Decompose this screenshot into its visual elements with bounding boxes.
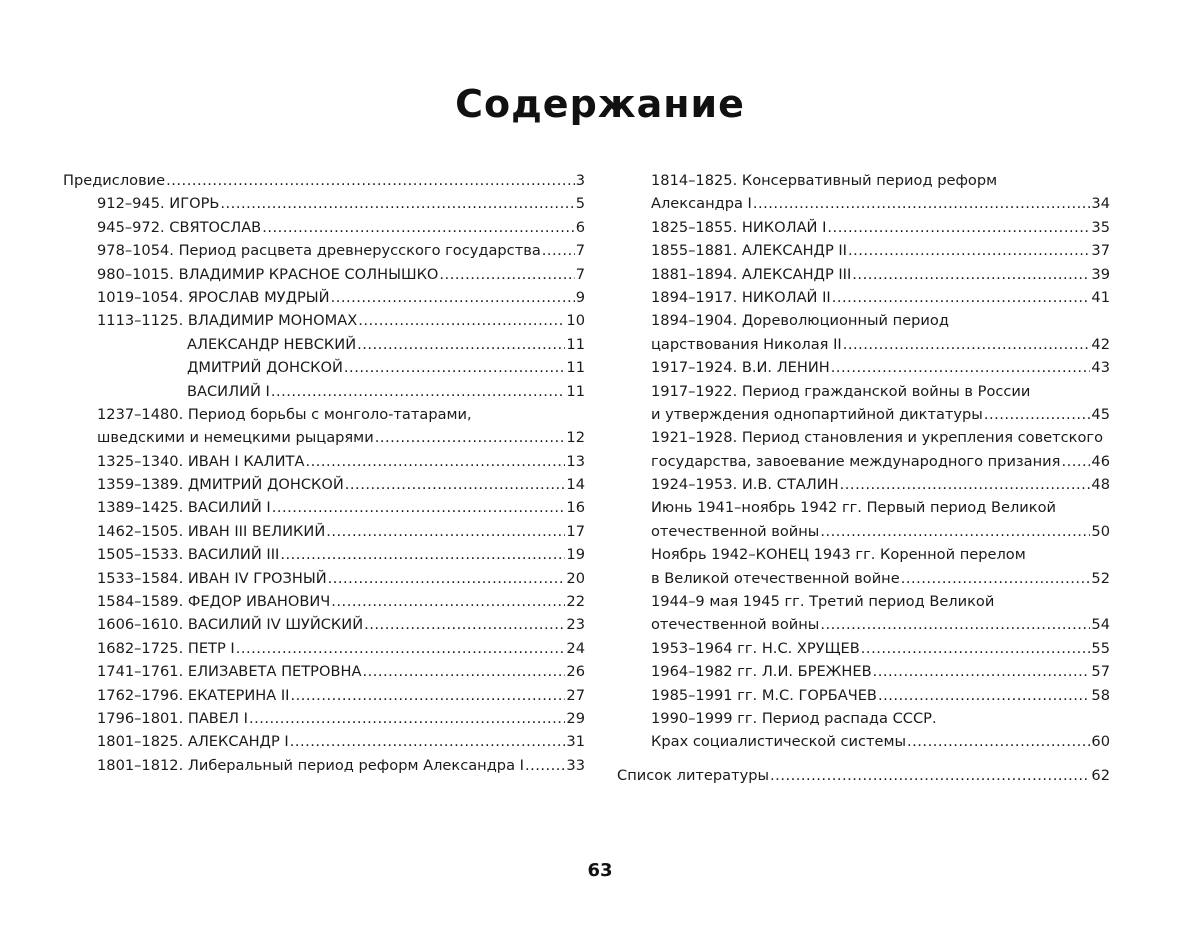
toc-leader-dots [861,637,1091,660]
toc-entry [617,637,1110,660]
toc-entry-title: отечественной войны [651,616,820,634]
toc-entry-row [617,764,1110,787]
toc-entry-title: 1762–1796. ЕКАТЕРИНА II [97,686,290,704]
toc-leader-dots [907,730,1090,753]
toc-entry-title: 1855–1881. АЛЕКСАНДР II [651,242,847,260]
toc-entry-title: 1505–1533. ВАСИЛИЙ III [97,546,280,564]
page-title: Содержание [455,82,745,126]
toc-entry-page: 58 [1091,686,1110,704]
toc-entry-row [651,637,1110,660]
toc-entry [63,520,585,543]
toc-right-column [617,169,1110,787]
toc-leader-dots [271,380,566,403]
toc-leader-dots [305,450,565,473]
toc-entry-row [97,473,585,496]
toc-entry-row [651,333,1110,356]
toc-entry [63,543,585,566]
toc-entry-row [651,730,1110,753]
toc-entry-page: 43 [1091,359,1110,377]
toc-leader-dots [848,239,1090,262]
toc-entry-row [97,263,585,286]
toc-entry-page: 16 [566,499,585,517]
toc-entry-title: 1606–1610. ВАСИЛИЙ IV ШУЙСКИЙ [97,616,364,634]
toc-entry-page: 48 [1091,476,1110,494]
toc-entry [63,567,585,590]
toc-leader-dots [901,567,1091,590]
toc-entry [617,309,1110,356]
toc-entry-title: и утверждения однопартийной диктатуры [651,405,983,423]
toc-entry-row [97,239,585,262]
toc-entry-row [651,684,1110,707]
toc-entry-row [97,216,585,239]
toc-entry-title-line: 1921–1928. Период становления и укрепления советского [651,429,1104,447]
toc-entry-title: 1801–1825. АЛЕКСАНДР I [97,733,289,751]
toc-leader-dots [220,192,574,215]
toc-entry [63,473,585,496]
toc-entry-row [651,192,1110,215]
toc-entry-title: 978–1054. Период расцвета древнерусского государства [97,242,541,260]
toc-leader-dots [262,216,575,239]
toc-entry-row [97,613,585,636]
toc-leader-dots [820,613,1090,636]
toc-entry-title: Список литературы [617,766,770,784]
toc-entry-row [651,286,1110,309]
toc-entry-page: 24 [566,639,585,657]
toc-entry-title: в Великой отечественной войне [651,569,900,587]
toc-entry [63,333,585,356]
toc-entry-row [97,192,585,215]
toc-leader-dots [375,426,566,449]
toc-entry-title-line: 1917–1922. Период гражданской войны в России [651,382,1031,400]
toc-entry-title: 1825–1855. НИКОЛАЙ I [651,218,827,236]
toc-entry [617,169,1110,216]
toc-entry [617,660,1110,683]
toc-entry-page: 9 [575,288,585,306]
toc-entry [63,730,585,753]
toc-entry-page: 33 [566,756,585,774]
toc-entry-page: 42 [1091,335,1110,353]
toc-entry [63,380,585,403]
toc-leader-dots [364,613,565,636]
toc-entry-title: ДМИТРИЙ ДОНСКОЙ [187,359,343,377]
toc-leader-dots [236,637,566,660]
toc-entry [617,764,1110,787]
toc-entry [617,239,1110,262]
toc-entry-row [97,543,585,566]
toc-entry-page: 29 [566,709,585,727]
toc-leader-dots [840,473,1091,496]
toc-entry-page: 50 [1091,522,1110,540]
toc-entry-page: 54 [1091,616,1110,634]
toc-entry [617,263,1110,286]
toc-entry-row [651,613,1110,636]
toc-leader-dots [820,520,1090,543]
toc-entry-page: 57 [1091,663,1110,681]
toc-leader-dots [831,356,1091,379]
toc-entry-page: 7 [575,242,585,260]
toc-entry-title: 1462–1505. ИВАН III ВЕЛИКИЙ [97,522,326,540]
toc-entry-title-line: 1990–1999 гг. Период распада СССР. [651,709,937,727]
toc-leader-dots [249,707,565,730]
toc-entry-page: 19 [566,546,585,564]
toc-leader-dots [166,169,575,192]
toc-entry-title-line: Ноябрь 1942–КОНЕЦ 1943 гг. Коренной перелом [651,546,1026,564]
toc-entry-title: 1801–1812. Либеральный период реформ Александра I [97,756,524,774]
toc-entry [617,684,1110,707]
toc-entry-title-line: 1237–1480. Период борьбы с монголо-татарами, [97,405,472,423]
toc-entry-page: 12 [566,429,585,447]
toc-entry-page: 34 [1091,195,1110,213]
toc-entry-title: 1019–1054. ЯРОСЛАВ МУДРЫЙ [97,288,330,306]
toc-entry [63,637,585,660]
toc-leader-dots [331,590,565,613]
toc-entry [617,590,1110,637]
toc-entry [63,216,585,239]
toc-entry-row [97,309,585,332]
toc-leader-dots [525,754,565,777]
toc-leader-dots [344,356,566,379]
toc-entry-row [97,520,585,543]
toc-leader-dots [331,286,575,309]
toc-entry-title: 945–972. СВЯТОСЛАВ [97,218,262,236]
toc-leader-dots [272,496,566,519]
toc-entry-row [187,356,585,379]
toc-leader-dots [328,567,566,590]
toc-entry-title: 1325–1340. ИВАН I КАЛИТА [97,452,305,470]
toc-entry [63,286,585,309]
toc-entry [63,192,585,215]
toc-entry-page: 10 [566,312,585,330]
toc-entry-page: 20 [566,569,585,587]
toc-entry-page: 45 [1091,405,1110,423]
toc-leader-dots [326,520,565,543]
toc-entry-row [651,567,1110,590]
toc-leader-dots [852,263,1090,286]
toc-leader-dots [290,684,565,707]
toc-entry-row [97,754,585,777]
toc-entry-page: 22 [566,593,585,611]
toc-entry-row [97,450,585,473]
toc-entry-row [187,333,585,356]
toc-entry-row [97,684,585,707]
toc-entry-row [97,496,585,519]
toc-entry-title: АЛЕКСАНДР НЕВСКИЙ [187,335,357,353]
toc-entry-page: 11 [566,382,585,400]
toc-leader-dots [362,660,565,683]
toc-entry [617,286,1110,309]
toc-entry-row [651,216,1110,239]
toc-entry-row [97,286,585,309]
toc-entry-title: 980–1015. ВЛАДИМИР КРАСНОЕ СОЛНЫШКО [97,265,439,283]
toc-entry-page: 13 [566,452,585,470]
toc-leader-dots [1061,450,1090,473]
toc-entry-title: 1964–1982 гг. Л.И. БРЕЖНЕВ [651,663,872,681]
toc-entry-page: 62 [1091,766,1110,784]
toc-entry [617,496,1110,543]
toc-entry-title: 1584–1589. ФЕДОР ИВАНОВИЧ [97,593,331,611]
toc-leader-dots [280,543,565,566]
toc-entry-title: отечественной войны [651,522,820,540]
toc-entry [63,169,585,192]
toc-entry [617,380,1110,427]
toc-entry-title: 1113–1125. ВЛАДИМИР МОНОМАХ [97,312,358,330]
toc-entry-row [97,590,585,613]
toc-entry [617,543,1110,590]
toc-entry-page: 6 [575,218,585,236]
toc-leader-dots [439,263,574,286]
toc-entry-page: 60 [1091,733,1110,751]
toc-entry-title: 1682–1725. ПЕТР I [97,639,235,657]
toc-entry-page: 55 [1091,639,1110,657]
toc-entry-title: шведскими и немецкими рыцарями [97,429,374,447]
toc-entry-page: 37 [1091,242,1110,260]
toc-entry-title: 1985–1991 гг. М.С. ГОРБАЧЕВ [651,686,877,704]
toc-entry-page: 35 [1091,218,1110,236]
toc-entry-page: 27 [566,686,585,704]
toc-entry-row [651,473,1110,496]
toc-entry [617,473,1110,496]
toc-leader-dots [753,192,1091,215]
toc-entry [63,684,585,707]
toc-entry-title: 1924–1953. И.В. СТАЛИН [651,476,839,494]
toc-entry-title: государства, завоевание международного призания [651,452,1061,470]
toc-entry-title-line: Июнь 1941–ноябрь 1942 гг. Первый период Великой [651,499,1056,517]
toc-leader-dots [843,333,1091,356]
toc-entry-title: 1389–1425. ВАСИЛИЙ I [97,499,271,517]
toc-entry-row [651,239,1110,262]
toc-entry-title: царствования Николая II [651,335,842,353]
toc-entry-title: 912–945. ИГОРЬ [97,195,220,213]
toc-entry [63,239,585,262]
toc-entry-page: 11 [566,359,585,377]
toc-entry-title: 1533–1584. ИВАН IV ГРОЗНЫЙ [97,569,327,587]
toc-entry-title: 1741–1761. ЕЛИЗАВЕТА ПЕТРОВНА [97,663,362,681]
toc-left-column [63,169,585,777]
toc-entry [617,707,1110,754]
toc-entry-row [651,356,1110,379]
toc-entry [617,426,1110,473]
toc-leader-dots [827,216,1090,239]
toc-entry [63,450,585,473]
toc-entry-row [651,520,1110,543]
toc-entry [617,356,1110,379]
toc-entry-title-line: 1814–1825. Консервативный период реформ [651,172,998,189]
toc-leader-dots [345,473,566,496]
toc-entry-row [63,169,585,192]
toc-entry-row [97,567,585,590]
toc-entry-page: 11 [566,335,585,353]
toc-entry-title: 1881–1894. АЛЕКСАНДР III [651,265,852,283]
toc-entry-title: 1917–1924. В.И. ЛЕНИН [651,359,830,377]
toc-entry-page: 26 [566,663,585,681]
toc-leader-dots [358,309,565,332]
toc-entry-row [651,660,1110,683]
toc-entry-page: 41 [1091,288,1110,306]
toc-entry-page: 5 [575,195,585,213]
toc-entry [63,660,585,683]
toc-entry-row [97,707,585,730]
toc-entry-title-line: 1944–9 мая 1945 гг. Третий период Великой [651,593,995,611]
toc-entry-row [97,426,585,449]
toc-entry-page: 31 [566,733,585,751]
toc-entry-row [187,380,585,403]
toc-entry [63,707,585,730]
toc-entry-title: 1953–1964 гг. Н.С. ХРУЩЕВ [651,639,860,657]
toc-entry-page: 52 [1091,569,1110,587]
toc-entry [63,263,585,286]
toc-entry-page: 3 [575,172,585,189]
toc-entry-page: 17 [566,522,585,540]
toc-entry [63,309,585,332]
page-number: 63 [587,860,613,881]
toc-leader-dots [290,730,566,753]
toc-entry-title: ВАСИЛИЙ I [187,382,270,400]
toc-entry-title: Крах социалистической системы [651,733,907,751]
toc-entry-title: 1796–1801. ПАВЕЛ I [97,709,248,727]
toc-entry-page: 7 [575,265,585,283]
toc-entry-title-line: 1894–1904. Дореволюционный период [651,312,949,330]
toc-entry [617,216,1110,239]
toc-entry-row [651,263,1110,286]
toc-entry-row [97,637,585,660]
toc-entry-title: 1359–1389. ДМИТРИЙ ДОНСКОЙ [97,476,344,494]
toc-entry [63,496,585,519]
toc-entry [63,613,585,636]
toc-leader-dots [873,660,1091,683]
toc-leader-dots [878,684,1090,707]
toc-entry [63,403,585,450]
toc-leader-dots [542,239,575,262]
toc-entry [63,590,585,613]
toc-leader-dots [984,403,1091,426]
toc-leader-dots [770,764,1090,787]
toc-entry-row [97,730,585,753]
toc-entry-page: 23 [566,616,585,634]
toc-entry-page: 39 [1091,265,1110,283]
toc-entry-page: 14 [566,476,585,494]
toc-entry-row [97,660,585,683]
toc-entry-title: Александра I [651,195,752,213]
toc-entry-row [651,403,1110,426]
toc-leader-dots [357,333,565,356]
toc-entry [63,356,585,379]
toc-entry [63,754,585,777]
toc-entry-title: 1894–1917. НИКОЛАЙ II [651,288,831,306]
toc-entry-page: 46 [1091,452,1110,470]
toc-entry-title: Предисловие [63,172,166,189]
toc-entry-row [651,450,1110,473]
toc-leader-dots [832,286,1091,309]
